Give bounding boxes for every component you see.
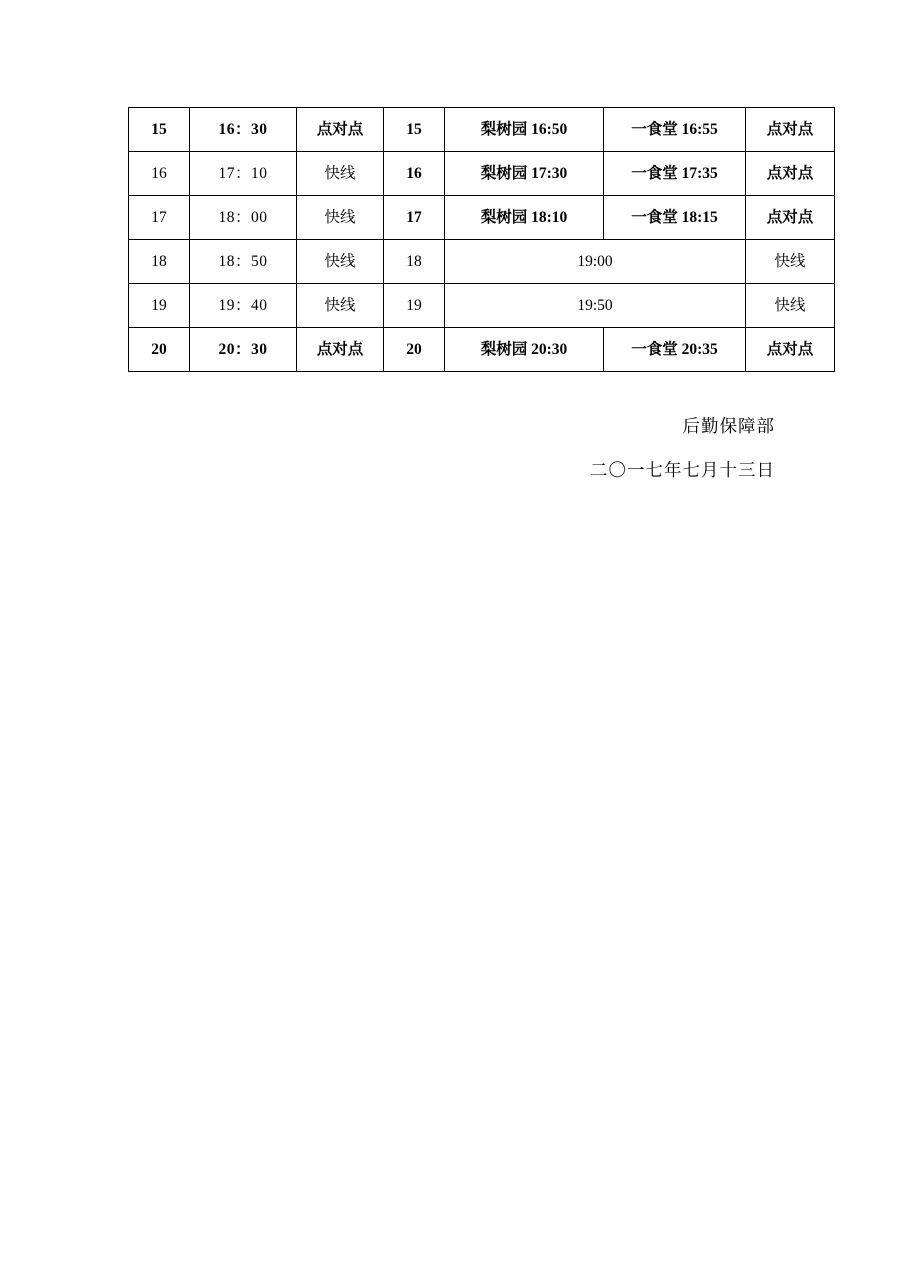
line-type-secondary: 快线 [746,284,835,328]
departure-time: 18：50 [190,240,297,284]
row-number-secondary: 17 [384,196,445,240]
row-number: 15 [129,108,190,152]
stop-two: 一食堂 17:35 [604,152,746,196]
departure-time: 20：30 [190,328,297,372]
table-row [129,240,835,284]
row-number-secondary: 20 [384,328,445,372]
table-row [129,196,835,240]
row-number: 18 [129,240,190,284]
row-number: 19 [129,284,190,328]
shuttle-schedule-table [128,107,835,372]
row-number-secondary: 19 [384,284,445,328]
stop-one: 梨树园 20:30 [445,328,604,372]
row-number: 20 [129,328,190,372]
stop-one: 梨树园 16:50 [445,108,604,152]
departure-time: 17：10 [190,152,297,196]
line-type-secondary: 点对点 [746,328,835,372]
table-row [129,152,835,196]
line-type-secondary: 点对点 [746,152,835,196]
line-type: 快线 [297,240,384,284]
signature-block [0,418,775,479]
row-number-secondary: 16 [384,152,445,196]
line-type: 快线 [297,152,384,196]
stop-one: 梨树园 18:10 [445,196,604,240]
table-body [129,108,835,372]
merged-stop-time: 19:50 [445,284,746,328]
stop-two: 一食堂 16:55 [604,108,746,152]
merged-stop-time: 19:00 [445,240,746,284]
row-number: 17 [129,196,190,240]
line-type: 快线 [297,196,384,240]
row-number-secondary: 15 [384,108,445,152]
table-row [129,108,835,152]
line-type-secondary: 点对点 [746,108,835,152]
departure-time: 18：00 [190,196,297,240]
departure-time: 19：40 [190,284,297,328]
stop-two: 一食堂 18:15 [604,196,746,240]
row-number: 16 [129,152,190,196]
line-type-secondary: 点对点 [746,196,835,240]
stop-two: 一食堂 20:35 [604,328,746,372]
stop-one: 梨树园 17:30 [445,152,604,196]
line-type: 点对点 [297,328,384,372]
signature-date: 二〇一七年七月十三日 [590,459,775,480]
table-row [129,328,835,372]
line-type-secondary: 快线 [746,240,835,284]
line-type: 快线 [297,284,384,328]
departure-time: 16：30 [190,108,297,152]
table-row [129,284,835,328]
line-type: 点对点 [297,108,384,152]
row-number-secondary: 18 [384,240,445,284]
signature-department: 后勤保障部 [682,416,775,436]
